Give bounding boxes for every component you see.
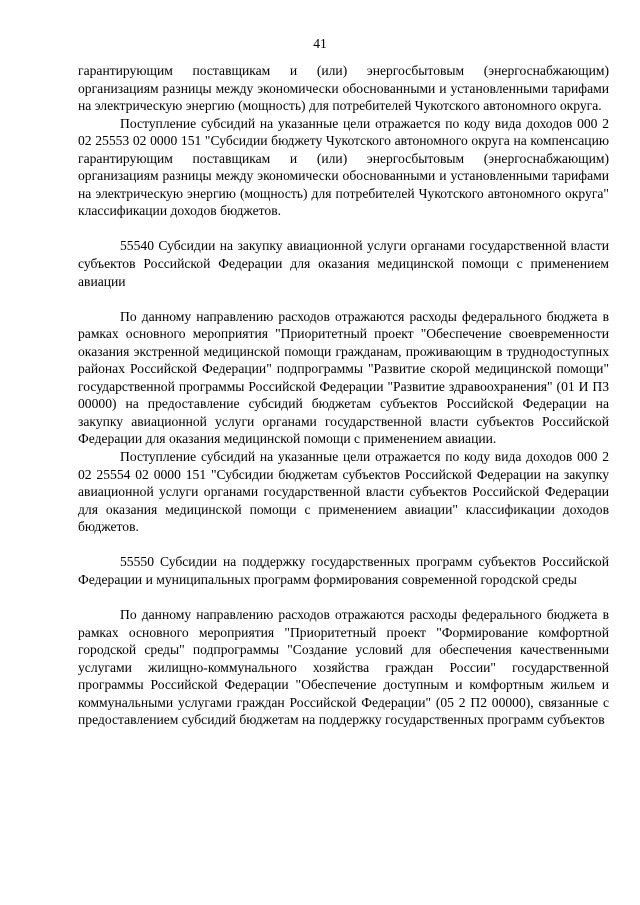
paragraph-revenue-code-25554: Поступление субсидий на указанные цели отражается по коду вида доходов 000 2 02 25554 02 0000 151 "Субсидии бюджетам субъектов Российской Федерации на закупку авиационной услуги органами государственной власти субъектов Российской Федерации для оказания медицинской помощи с применением авиации" классификации доходов бюджетов. <box>78 449 609 535</box>
document-body <box>78 62 609 729</box>
paragraph-revenue-code-25553: Поступление субсидий на указанные цели отражается по коду вида доходов 000 2 02 25553 02 0000 151 "Субсидии бюджету Чукотского автономного округа на компенсацию гарантирующим поставщикам и (или) энергосбытовым (энергоснабжающим) организациям разницы между экономически обоснованными и установленными тарифами на электрическую энергию (мощность) для потребителей Чукотского автономного округа" классификации доходов бюджетов. <box>78 115 609 219</box>
paragraph-tariff-continuation: гарантирующим поставщикам и (или) энергосбытовым (энергоснабжающим) организациям разницы между экономически обоснованными и установленными тарифами на электрическую энергию (мощность) для потребителей Чукотского автономного округа. <box>78 63 609 114</box>
paragraph-expenses-55540: По данному направлению расходов отражаются расходы федерального бюджета в рамках основного мероприятия "Приоритетный проект "Обеспечение своевременности оказания экстренной медицинской помощи гражданам, проживающим в труднодоступных районах Российской Федерации" подпрограммы "Развитие скорой медицинской помощи" государственной программы Российской Федерации "Развитие здравоохранения" (01 И П3 00000) на предоставление субсидий бюджетам субъектов Российской Федерации на закупку авиационной услуги органами государственной власти субъектов Российской Федерации для оказания медицинской помощи с применением авиации. <box>78 308 609 447</box>
paragraph-expenses-55550: По данному направлению расходов отражаются расходы федерального бюджета в рамках основного мероприятия "Приоритетный проект "Формирование комфортной городской среды" подпрограммы "Создание условий для обеспечения качественными услугами жилищно-коммунального хозяйства граждан России" государственной программы Российской Федерации "Обеспечение доступным и комфортным жильем и коммунальными услугами граждан Российской Федерации" (05 2 П2 00000), связанные с предоставлением субсидий бюджетам на поддержку государственных программ субъектов <box>78 606 609 728</box>
section-heading-55540: 55540 Субсидии на закупку авиационной услуги органами государственной власти субъектов Российской Федерации для оказания медицинской помощи с применением авиации <box>78 238 609 289</box>
page-number: 41 <box>313 36 327 51</box>
section-heading-55550: 55550 Субсидии на поддержку государственных программ субъектов Российской Федерации и муниципальных программ формирования современной городской среды <box>78 554 609 587</box>
